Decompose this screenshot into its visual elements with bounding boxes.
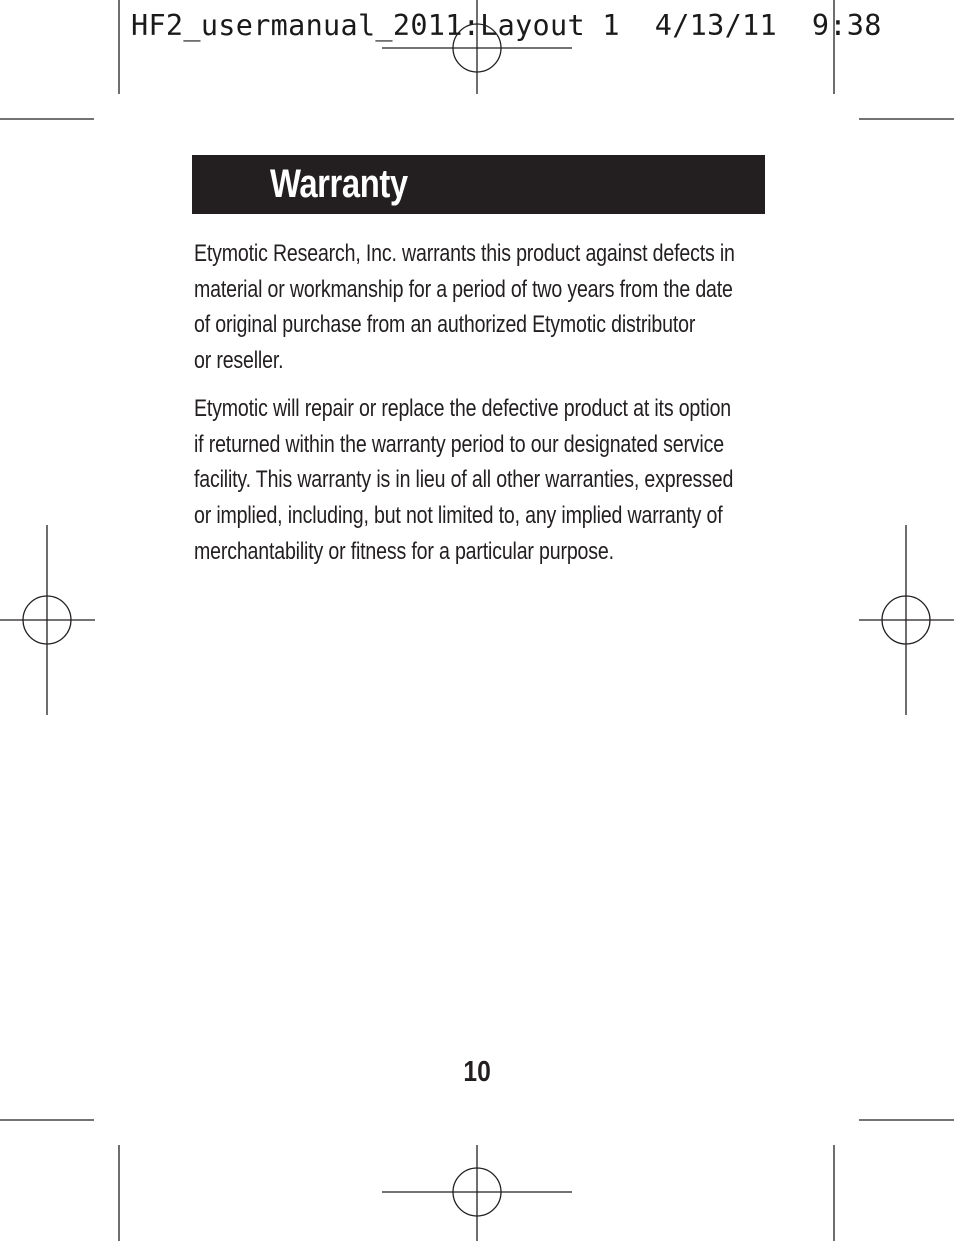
page-title: Warranty — [270, 162, 408, 206]
text-line: of original purchase from an authorized Etymotic distributor — [194, 311, 696, 339]
page-number — [0, 1052, 954, 1092]
text-line: merchantability or fitness for a particular purpose. — [194, 537, 614, 565]
text-line: or reseller. — [194, 347, 284, 375]
slug-line: HF2_usermanual_2011:Layout 1 4/13/11 9:38 — [131, 9, 882, 42]
text-line: Etymotic will repair or replace the defective product at its option — [194, 394, 732, 422]
registration-mark-top — [382, 0, 572, 94]
text-line: material or workmanship for a period of two years from the date — [194, 275, 733, 303]
text-line: if returned within the warranty period to our designated service — [194, 430, 724, 458]
registration-mark-left — [0, 525, 95, 715]
warranty-body — [194, 236, 748, 569]
page-number-label: 10 — [463, 1056, 491, 1088]
paragraph — [194, 391, 748, 570]
paragraph — [194, 236, 748, 379]
heading-bar — [192, 155, 765, 214]
registration-mark-right — [859, 525, 954, 715]
registration-mark-bottom — [382, 1145, 572, 1241]
text-line: or implied, including, but not limited to, any implied warranty of — [194, 501, 723, 529]
text-line: facility. This warranty is in lieu of all other warranties, expressed — [194, 466, 734, 494]
text-line: Etymotic Research, Inc. warrants this product against defects in — [194, 240, 735, 267]
